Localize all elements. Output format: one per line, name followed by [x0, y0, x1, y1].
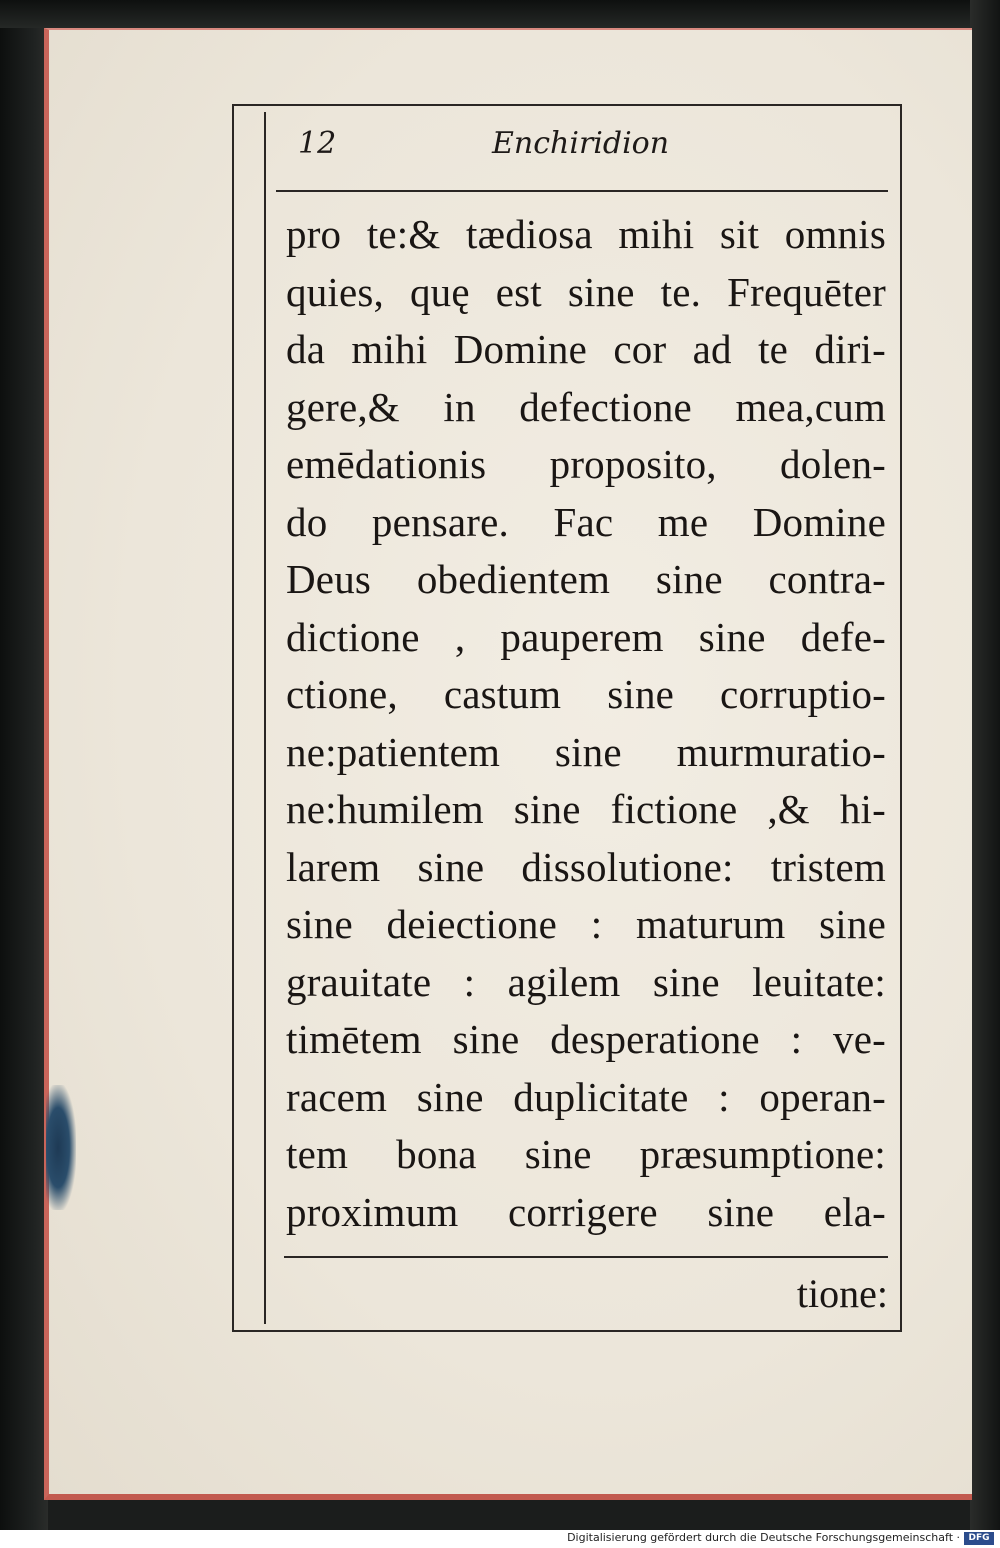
- book-right-edge: [970, 0, 1000, 1530]
- frame-inner-rule: [264, 112, 266, 1324]
- text-line: sine deiectione : maturum sine: [286, 901, 886, 947]
- running-head: Enchiridion: [492, 126, 670, 161]
- text-line: larem sine dissolutione: tristem: [286, 843, 886, 890]
- catchword: tione:: [796, 1271, 888, 1316]
- text-line: racem sine duplicitate : operan-: [286, 1073, 886, 1120]
- text-line: do pensare. Fac me Domine: [286, 498, 886, 545]
- page-number: 12: [298, 126, 337, 161]
- text-line: Deus obedientem sine contra-: [286, 556, 886, 602]
- text-line: dictione , pauperem sine defe-: [286, 613, 886, 660]
- text-line: quies, quę est sine te. Frequēter: [286, 268, 886, 315]
- body-text: [286, 206, 886, 1241]
- dfg-logo: DFG: [964, 1532, 994, 1545]
- book-top-edge: [0, 0, 1000, 28]
- text-line: emēdationis proposito, dolen-: [286, 441, 886, 487]
- header-rule: [276, 190, 888, 192]
- footer-rule: [284, 1256, 888, 1258]
- text-line: gere,& in defectione mea,cum: [286, 383, 886, 430]
- text-line: ctione, castum sine corruptio-: [286, 671, 886, 717]
- text-line: da mihi Domine cor ad te diri-: [286, 326, 886, 372]
- text-line: grauitate : agilem sine leuitate:: [286, 958, 886, 1005]
- text-line: proximum corrigere sine ela-: [286, 1188, 886, 1235]
- funding-credit: Digitalisierung gefördert durch die Deutsche Forschungsgemeinschaft ·: [567, 1531, 960, 1544]
- ink-stain: [46, 1085, 76, 1210]
- text-line: ne:humilem sine fictione ,& hi-: [286, 786, 886, 832]
- text-line: pro te:& tædiosa mihi sit omnis: [286, 211, 886, 257]
- text-line: tem bona sine præsumptione:: [286, 1131, 886, 1177]
- text-line: timētem sine desperatione : ve-: [286, 1016, 886, 1062]
- text-line: ne:patientem sine murmuratio-: [286, 728, 886, 775]
- book-spine-edge: [0, 0, 48, 1530]
